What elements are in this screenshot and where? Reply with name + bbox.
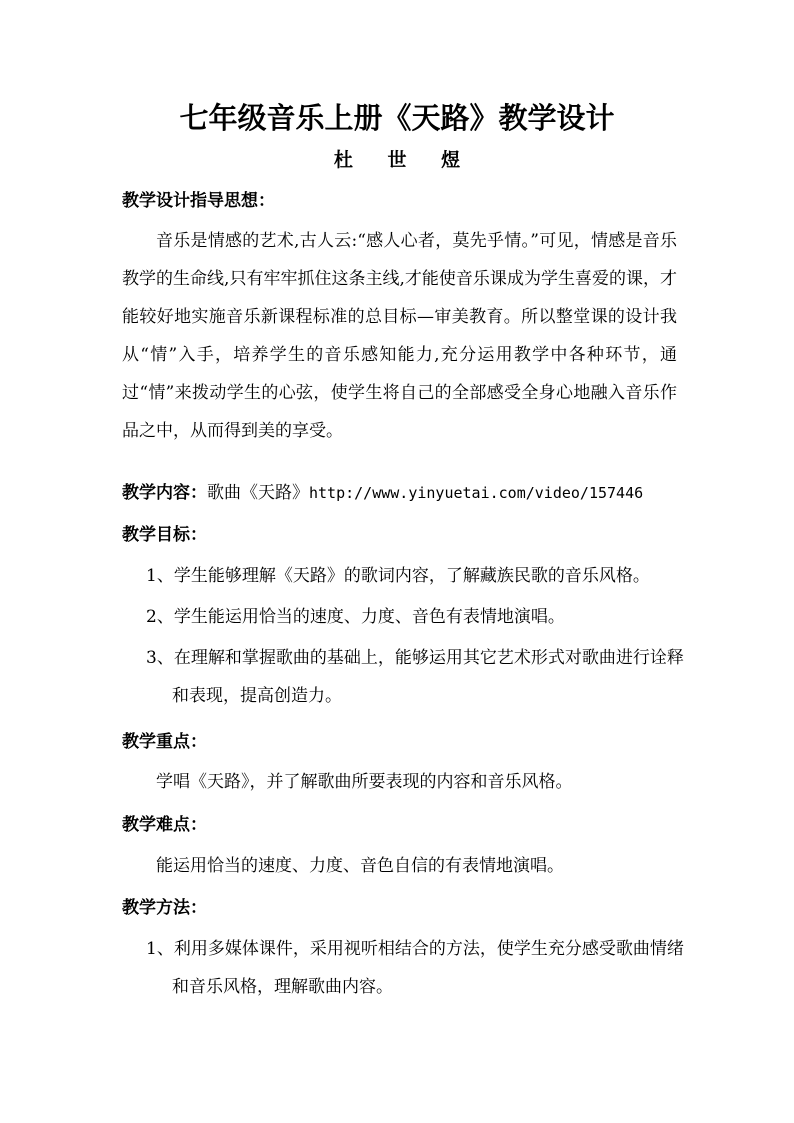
key-points-body: 学唱《天路》，并了解歌曲所要表现的内容和音乐风格。 (156, 772, 573, 792)
difficulties-heading: 教学难点： (122, 815, 207, 835)
document-title: 七年级音乐上册《天路》教学设计 (179, 101, 615, 135)
guiding-thought-body: 音乐是情感的艺术,古人云:“感人心者，莫先乎情。”可见，情感是音乐教学的生命线,只有牢牢抓住这条主线,才能使音乐课成为学生喜爱的课，才能较好地实施音乐新课程标准的总目标—审美教育。所以整堂课的设计我从“情”入手，培养学生的音乐感知能力,充分运用教学中各种环节，通过“情”来拨动学生的心弦，使学生将自己的全部感受全身心地融入音乐作品之中，从而得到美的享受。 (122, 231, 677, 441)
guiding-thought-heading: 教学设计指导思想： (122, 191, 275, 211)
content-url: http://www.yinyuetai.com/video/157446 (309, 484, 644, 502)
objective-item: 1、学生能够理解《天路》的歌词内容，了解藏族民歌的音乐风格。 (146, 566, 650, 586)
methods-heading: 教学方法： (122, 898, 207, 918)
key-points-heading: 教学重点： (122, 732, 207, 752)
objectives-heading: 教学目标： (122, 525, 207, 545)
document-author: 杜 世 煜 (333, 149, 475, 171)
objective-item: 3、在理解和掌握歌曲的基础上，能够运用其它艺术形式对歌曲进行诠释和表现，提高创造力。 (146, 648, 684, 706)
objective-item: 2、学生能运用恰当的速度、力度、音色有表情地演唱。 (146, 607, 565, 627)
difficulties-body: 能运用恰当的速度、力度、音色自信的有表情地演唱。 (156, 856, 564, 876)
content-text: 歌曲《天路》 (207, 483, 309, 503)
content-heading: 教学内容： (122, 483, 207, 503)
content-line (122, 483, 643, 503)
method-item: 1、利用多媒体课件，采用视听相结合的方法，使学生充分感受歌曲情绪和音乐风格，理解歌曲内容。 (146, 939, 684, 997)
